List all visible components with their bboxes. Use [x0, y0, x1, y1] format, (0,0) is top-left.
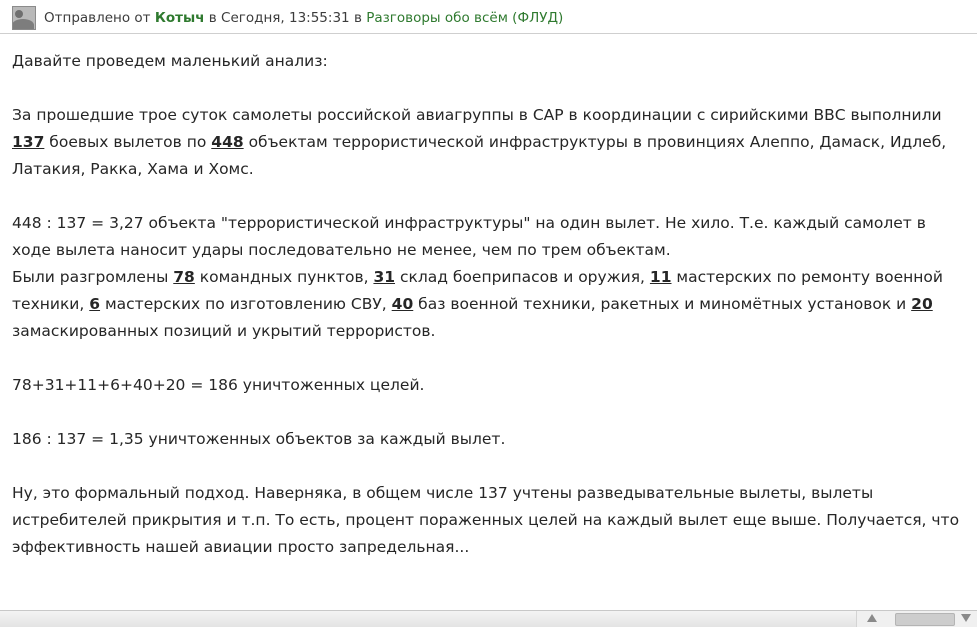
- repair-workshops-count: 11: [649, 268, 672, 286]
- destroyed-text-g: замаскированных позиций и укрытий террористов.: [12, 322, 436, 340]
- post-body: [0, 34, 977, 561]
- sorties-text-c: объектам террористической инфраструктуры в провинциях Алеппо, Дамаск, Идлеб, Латакия, Ракка, Хама и Хомс.: [12, 133, 947, 178]
- destroyed-text-c: склад боеприпасов и оружия,: [395, 268, 650, 286]
- sorties-text-a: За прошедшие трое суток самолеты российской авиагруппы в САР в координации с сирийскими ВВС выполнили: [12, 106, 942, 124]
- horizontal-scrollbar[interactable]: [0, 610, 977, 627]
- sent-by-label: Отправлено от: [44, 9, 151, 26]
- vehicle-bases-count: 40: [391, 295, 414, 313]
- paragraph-ratio-1: 448 : 137 = 3,27 объекта "террористической инфраструктуры" на один вылет. Не хило. Т.е. каждый самолет в ходе вылета наносит удары последовательно не менее, чем по трем объектам.: [12, 214, 926, 259]
- destroyed-text-a: Были разгромлены: [12, 268, 174, 286]
- scroll-up-icon[interactable]: [867, 614, 877, 622]
- destroyed-text-e: мастерских по изготовлению СВУ,: [100, 295, 392, 313]
- paragraph-destroyed: [12, 264, 963, 345]
- post-date: Сегодня, 13:55:31: [221, 9, 350, 26]
- command-posts-count: 78: [173, 268, 195, 286]
- paragraph-conclusion: Ну, это формальный подход. Наверняка, в общем числе 137 учтены разведывательные вылеты, вылеты истребителей прикрытия и т.п. То есть, процент пораженных целей на каждый вылет еще выше. Получается, что эффективность нашей авиации просто запредельная...: [12, 484, 960, 556]
- paragraph-gap-2: [12, 183, 963, 210]
- paragraph-gap-1: [12, 75, 963, 102]
- paragraph-sorties: [12, 102, 963, 183]
- post-header: [0, 0, 977, 34]
- destroyed-text-f: баз военной техники, ракетных и миномётных установок и: [413, 295, 912, 313]
- post-meta: [44, 8, 563, 28]
- scroll-down-icon[interactable]: [961, 614, 971, 622]
- paragraph-gap-3: [12, 345, 963, 372]
- meta-in-label-2: в: [353, 9, 362, 26]
- destroyed-text-b: командных пунктов,: [194, 268, 374, 286]
- paragraph-sum: 78+31+11+6+40+20 = 186 уничтоженных целей.: [12, 376, 425, 394]
- post-author-link[interactable]: Котыч: [154, 9, 205, 26]
- ied-workshops-count: 6: [89, 295, 101, 313]
- forum-section-link[interactable]: Разговоры обо всём (ФЛУД): [366, 9, 564, 26]
- sorties-text-b: боевых вылетов по: [44, 133, 212, 151]
- paragraph-ratio-2: 186 : 137 = 1,35 уничтоженных объектов за каждый вылет.: [12, 430, 506, 448]
- targets-count: 448: [211, 133, 244, 151]
- scrollbar-thumb[interactable]: [895, 613, 955, 626]
- hidden-positions-count: 20: [911, 295, 933, 313]
- paragraph-intro: Давайте проведем маленький анализ:: [12, 52, 328, 70]
- paragraph-gap-5: [12, 453, 963, 480]
- destroyed-text-d: мастерских по ремонту военной техники,: [12, 268, 943, 313]
- avatar: [12, 6, 36, 30]
- meta-in-label-1: в: [208, 9, 217, 26]
- sorties-count: 137: [12, 133, 45, 151]
- ammo-depots-count: 31: [373, 268, 396, 286]
- paragraph-gap-4: [12, 399, 963, 426]
